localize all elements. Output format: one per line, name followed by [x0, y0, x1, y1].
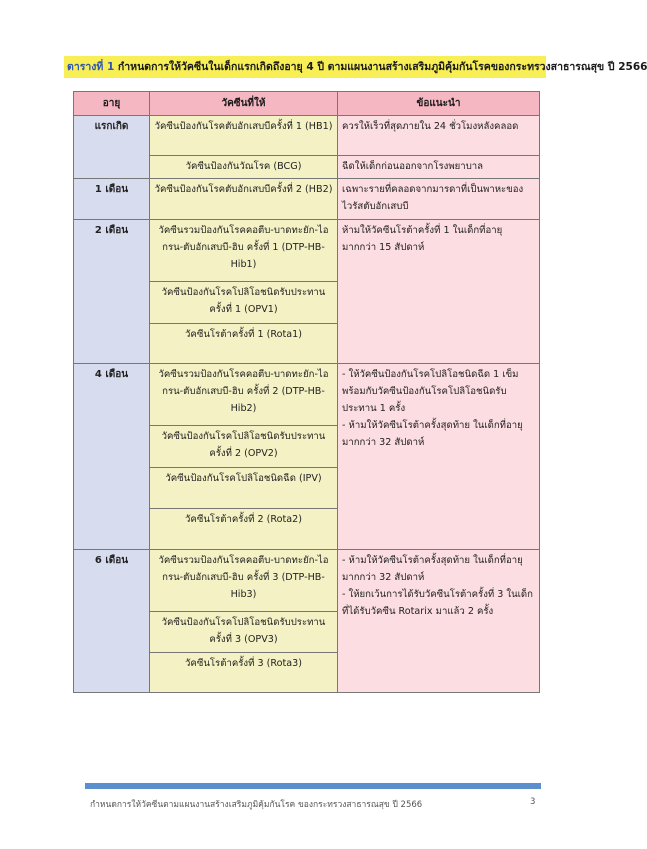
- header-vaccine: วัคซีนที่ให้: [150, 92, 338, 116]
- advice-cell: - ห้ามให้วัคซีนโรต้าครั้งสุดท้าย ในเด็กที่อายุมากกว่า 32 สัปดาห์ - ให้ยกเว้นการได้รับวัคซีนโรต้าครั้งที่ 3 ในเด็กที่ได้รับวัคซีน Rotarix มาแล้ว 2 ครั้ง: [338, 550, 540, 693]
- footer-title: กำหนดการให้วัคซีนตามแผนงานสร้างเสริมภูมิคุ้มกันโรค ของกระทรวงสาธารณสุข ปี 2566: [90, 800, 423, 810]
- vaccine-cell: วัคซีนป้องกันโรคตับอักเสบบีครั้งที่ 2 (HB2): [150, 179, 338, 220]
- vaccine-cell: วัคซีนโรต้าครั้งที่ 2 (Rota2): [150, 509, 338, 550]
- vaccine-cell: วัคซีนโรต้าครั้งที่ 1 (Rota1): [150, 324, 338, 364]
- age-cell: แรกเกิด: [74, 116, 150, 179]
- footer-divider: [85, 783, 541, 789]
- table-row: [74, 179, 540, 220]
- advice-cell: ฉีดให้เด็กก่อนออกจากโรงพยาบาล: [338, 156, 540, 179]
- vaccine-cell: วัคซีนป้องกันโรคโปลิโอชนิดรับประทาน ครั้งที่ 3 (OPV3): [150, 612, 338, 653]
- advice-cell: - ให้วัคซีนป้องกันโรคโปลิโอชนิดฉีด 1 เข็ม พร้อมกับวัคซีนป้องกันโรคโปลิโอชนิดรับประทาน 1 ครั้ง - ห้ามให้วัคซีนโรต้าครั้งสุดท้าย ในเด็กที่อายุมากกว่า 32 สัปดาห์: [338, 364, 540, 550]
- vaccine-cell: วัคซีนโรต้าครั้งที่ 3 (Rota3): [150, 653, 338, 693]
- caption-label: ตารางที่ 1: [67, 61, 115, 73]
- vaccine-cell: วัคซีนรวมป้องกันโรคคอตีบ-บาดทะยัก-ไอกรน-ตับอักเสบบี-ฮิบ ครั้งที่ 1 (DTP-HB-Hib1): [150, 220, 338, 282]
- age-cell: 4 เดือน: [74, 364, 150, 550]
- advice-cell: เฉพาะรายที่คลอดจากมารดาที่เป็นพาหะของไวรัสตับอักเสบบี: [338, 179, 540, 220]
- vaccine-cell: วัคซีนรวมป้องกันโรคคอตีบ-บาดทะยัก-ไอกรน-ตับอักเสบบี-ฮิบ ครั้งที่ 2 (DTP-HB-Hib2): [150, 364, 338, 426]
- age-cell: 6 เดือน: [74, 550, 150, 693]
- table-row: [74, 220, 540, 282]
- table-row: [74, 550, 540, 612]
- header-age: อายุ: [74, 92, 150, 116]
- vaccine-cell: วัคซีนรวมป้องกันโรคคอตีบ-บาดทะยัก-ไอกรน-ตับอักเสบบี-ฮิบ ครั้งที่ 3 (DTP-HB-Hib3): [150, 550, 338, 612]
- vaccine-cell: วัคซีนป้องกันโรคโปลิโอชนิดรับประทาน ครั้งที่ 1 (OPV1): [150, 282, 338, 324]
- table-caption: [64, 56, 647, 78]
- vaccine-schedule-table: [73, 91, 540, 693]
- header-row: [74, 92, 540, 116]
- table-row: [74, 116, 540, 156]
- vaccine-cell: วัคซีนป้องกันโรคตับอักเสบบีครั้งที่ 1 (HB1): [150, 116, 338, 156]
- vaccine-cell: วัคซีนป้องกันโรคโปลิโอชนิดฉีด (IPV): [150, 468, 338, 509]
- page-number: 3: [530, 797, 536, 807]
- vaccine-cell: วัคซีนป้องกันวัณโรค (BCG): [150, 156, 338, 179]
- vaccine-cell: วัคซีนป้องกันโรคโปลิโอชนิดรับประทาน ครั้งที่ 2 (OPV2): [150, 426, 338, 468]
- age-cell: 2 เดือน: [74, 220, 150, 364]
- header-advice: ข้อแนะนำ: [338, 92, 540, 116]
- table-row: [74, 364, 540, 426]
- caption-text: กำหนดการให้วัคซีนในเด็กแรกเกิดถึงอายุ 4 ปี ตามแผนงานสร้างเสริมภูมิคุ้มกันโรคของกระทรวงสาธารณสุข ปี 2566: [117, 61, 647, 73]
- advice-cell: ควรให้เร็วที่สุดภายใน 24 ชั่วโมงหลังคลอด: [338, 116, 540, 156]
- advice-cell: ห้ามให้วัคซีนโรต้าครั้งที่ 1 ในเด็กที่อายุมากกว่า 15 สัปดาห์: [338, 220, 540, 364]
- age-cell: 1 เดือน: [74, 179, 150, 220]
